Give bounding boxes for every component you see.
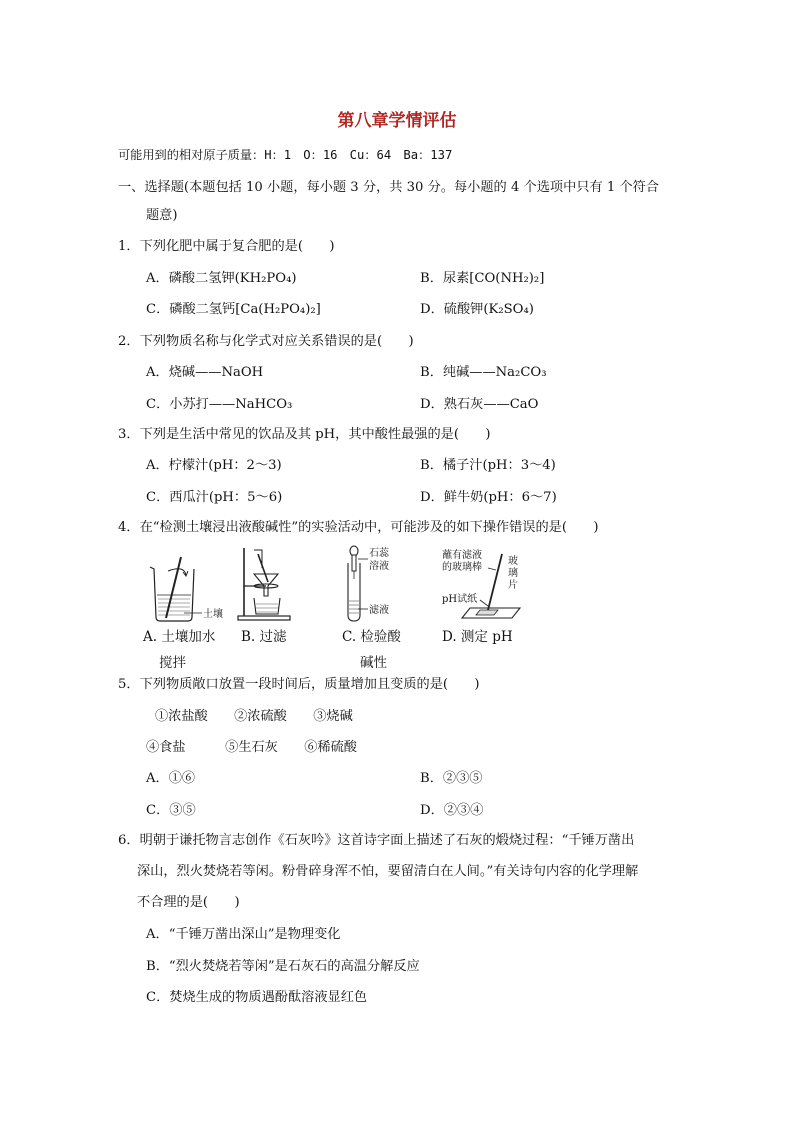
label-glass-2: 璃 xyxy=(508,568,518,579)
section-heading-cont: 题意) xyxy=(146,208,178,223)
q5-stem: 5．下列物质敞口放置一段时间后，质量增加且变质的是( ) xyxy=(118,677,480,692)
figure-a-stirring xyxy=(144,555,234,625)
label-rod-2: 的玻璃棒 xyxy=(442,562,482,573)
q3-stem: 3．下列是生活中常见的饮品及其 pH，其中酸性最强的是( ) xyxy=(118,427,491,442)
q2-option-b[interactable]: B．纯碱——Na₂CO₃ xyxy=(420,365,547,380)
page-title: 第八章学情评估 xyxy=(337,111,457,131)
q6-stem-line3: 不合理的是( ) xyxy=(137,895,240,910)
q2-option-c[interactable]: C．小苏打——NaHCO₃ xyxy=(146,397,293,412)
q3-option-b[interactable]: B．橘子汁(pH：3～4) xyxy=(420,458,556,473)
label-litmus-1: 石蕊 xyxy=(369,548,389,559)
caption-a-line2: 搅拌 xyxy=(159,655,186,671)
label-glass-1: 玻 xyxy=(508,556,518,567)
q2-option-d[interactable]: D．熟石灰——CaO xyxy=(420,397,539,412)
figure-c-test-tube xyxy=(340,545,400,625)
caption-c-line1: C. 检验酸 xyxy=(342,629,401,645)
q2-stem: 2．下列物质名称与化学式对应关系错误的是( ) xyxy=(118,334,414,349)
label-glass-3: 片 xyxy=(508,580,518,591)
q6-option-a[interactable]: A．“千锤万凿出深山”是物理变化 xyxy=(146,927,341,942)
q3-option-c[interactable]: C．西瓜汁(pH：5～6) xyxy=(146,490,283,505)
q5-option-d[interactable]: D．②③④ xyxy=(420,803,484,818)
caption-c-line2: 碱性 xyxy=(360,655,387,671)
label-ph-paper: pH试纸 xyxy=(442,594,478,605)
section-heading: 一、选择题(本题包括 10 小题，每小题 3 分，共 30 分。每小题的 4 个选项中只有 1 个符合 xyxy=(118,180,659,195)
label-litmus-2: 溶液 xyxy=(369,561,389,572)
label-soil: 土壤 xyxy=(203,609,223,620)
figure-b-filtration xyxy=(236,546,296,621)
q1-stem: 1．下列化肥中属于复合肥的是( ) xyxy=(118,239,335,254)
q6-option-b[interactable]: B．“烈火焚烧若等闲”是石灰石的高温分解反应 xyxy=(146,959,420,974)
label-rod-1: 蘸有滤液 xyxy=(442,550,482,561)
q1-option-a[interactable]: A．磷酸二氢钾(KH₂PO₄) xyxy=(146,271,297,286)
atomic-mass-note: 可能用到的相对原子质量：H：1 O：16 Cu：64 Ba：137 xyxy=(118,148,453,162)
q1-option-d[interactable]: D．硫酸钾(K₂SO₄) xyxy=(420,302,534,317)
q5-items-row2: ④食盐 ⑤生石灰 ⑥稀硫酸 xyxy=(146,740,357,755)
q5-items-row1: ①浓盐酸 ②浓硫酸 ③烧碱 xyxy=(155,709,353,724)
q5-option-c[interactable]: C．③⑤ xyxy=(146,803,196,818)
q1-option-c[interactable]: C．磷酸二氢钙[Ca(H₂PO₄)₂] xyxy=(146,302,321,317)
q5-option-b[interactable]: B．②③⑤ xyxy=(420,771,483,786)
label-filtrate: 滤液 xyxy=(369,605,389,616)
caption-b: B. 过滤 xyxy=(241,629,287,645)
q3-option-d[interactable]: D．鲜牛奶(pH：6～7) xyxy=(420,490,557,505)
q1-option-b[interactable]: B．尿素[CO(NH₂)₂] xyxy=(420,271,545,286)
caption-a-line1: A. 土壤加水 xyxy=(143,629,216,645)
figure-d-ph-test xyxy=(440,548,530,623)
q3-option-a[interactable]: A．柠檬汁(pH：2～3) xyxy=(146,458,282,473)
q2-option-a[interactable]: A．烧碱——NaOH xyxy=(146,365,264,380)
q6-stem-line2: 深山，烈火焚烧若等闲。粉骨碎身浑不怕，要留清白在人间。”有关诗句内容的化学理解 xyxy=(137,864,639,879)
q4-stem: 4．在“检测土壤浸出液酸碱性”的实验活动中，可能涉及的如下操作错误的是( ) xyxy=(118,520,599,535)
q6-option-c[interactable]: C．焚烧生成的物质遇酚酞溶液显红色 xyxy=(146,990,368,1005)
q5-option-a[interactable]: A．①⑥ xyxy=(146,771,196,786)
caption-d: D. 测定 pH xyxy=(442,629,513,645)
q6-stem-line1: 6．明朝于谦托物言志创作《石灰吟》这首诗字面上描述了石灰的煅烧过程：“千锤万凿出 xyxy=(118,833,635,848)
